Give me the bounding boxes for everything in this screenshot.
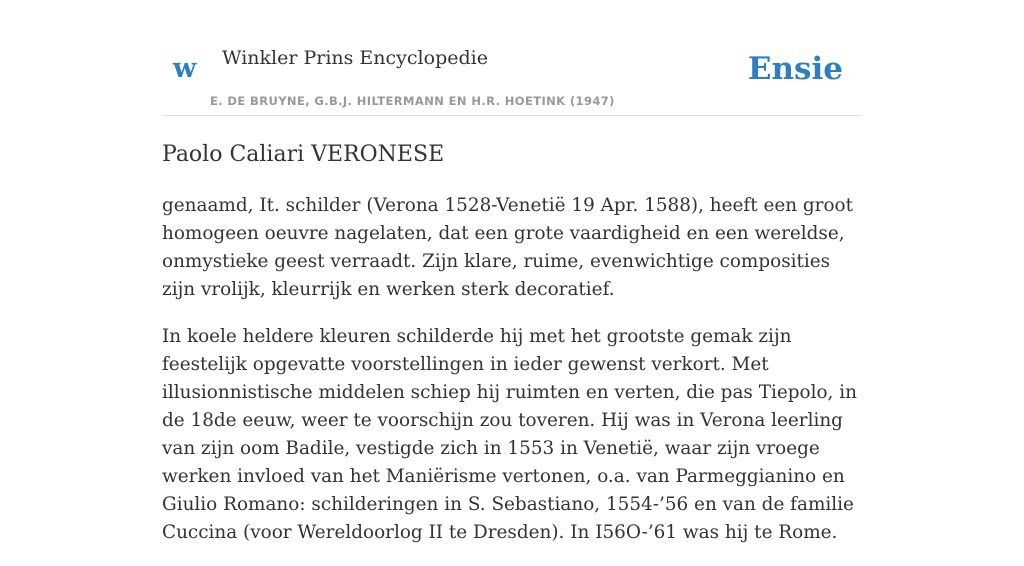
winkler-prins-logo-icon[interactable]: w bbox=[173, 53, 197, 84]
article-paragraph: In koele heldere kleuren schilderde hij met het grootste gemak zijn feestelijk opgevatte voorstellingen in ieder gewenst verkort. Met illusionnistische middelen schiep hij ruimten en verten, die pas Tiepolo, in de 18de eeuw, weer te voorschijn zou toveren. Hij was in Verona leerling van zijn oom Badile, vestigde zich in 1553 in Venetië, waar zijn vroege werken invloed van het Maniërisme vertonen, o.a. van Parmeggianino en Giulio Romano: schilderingen in S. Sebastiano, 1554-’56 en van de familie Cuccina (voor Wereldoorlog II te Dresden). In I56O-’61 was hij te Rome. bbox=[162, 326, 857, 543]
header bbox=[162, 0, 862, 116]
article-title: Paolo Caliari VERONESE bbox=[162, 142, 445, 167]
article-body bbox=[162, 192, 867, 566]
article-paragraph: genaamd, It. schilder (Verona 1528-Venetië 19 Apr. 1588), heeft een groot homogeen oeuvre nagelaten, dat een grote vaardigheid en een wereldse, onmystieke geest verraadt. Zijn klare, ruime, evenwichtige composities zijn vrolijk, kleurrijk en werken sterk decoratief. bbox=[162, 195, 854, 300]
source-authors: E. DE BRUYNE, G.B.J. HILTERMANN EN H.R. HOETINK (1947) bbox=[210, 94, 615, 108]
ensie-logo[interactable]: Ensie bbox=[747, 51, 843, 87]
source-title[interactable]: Winkler Prins Encyclopedie bbox=[222, 47, 488, 69]
page bbox=[162, 0, 862, 543]
